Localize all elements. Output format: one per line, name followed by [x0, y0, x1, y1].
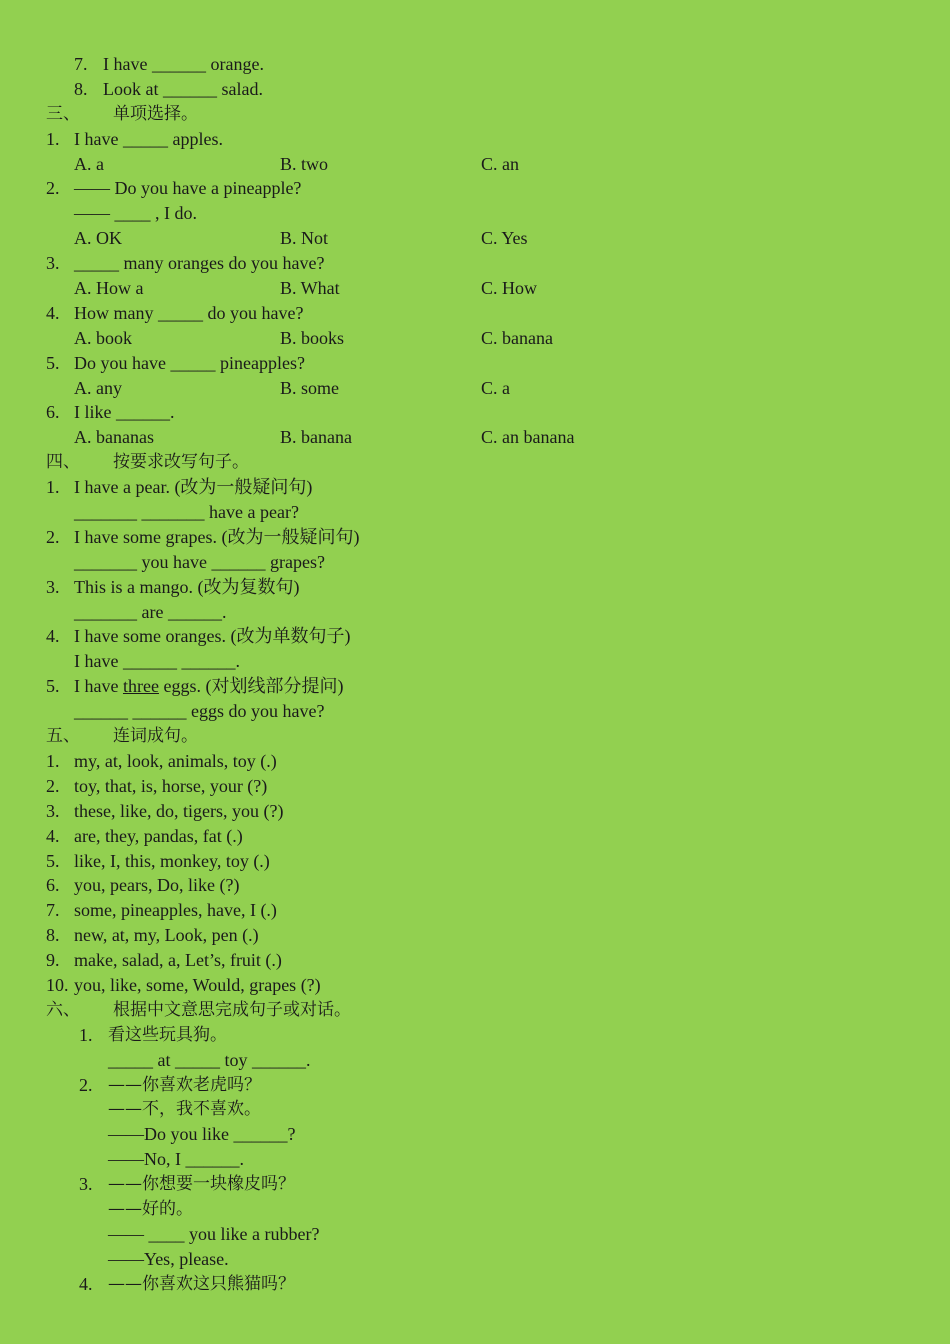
question-row: [0, 849, 950, 874]
question-row: [0, 799, 950, 824]
option-a: A. book: [74, 327, 132, 348]
question-row: [0, 873, 950, 898]
dialogue-line: ——No, I ______.: [108, 1149, 244, 1170]
dialogue-row: [0, 1097, 950, 1122]
answer-row: [0, 649, 950, 674]
underlined-word: three: [122, 676, 159, 697]
option-c: C. banana: [481, 327, 553, 348]
question-text: Look at ______ salad.: [103, 78, 263, 99]
answer-row: [0, 600, 950, 625]
section-number: 五、: [46, 726, 80, 747]
answer-row: [0, 550, 950, 575]
question-row: [0, 351, 950, 376]
answer-blank: _______ _______ have a pear?: [74, 502, 299, 523]
question-text: these, like, do, tigers, you (?): [74, 800, 284, 821]
option-c: C. Yes: [481, 228, 528, 249]
question-row: [0, 575, 950, 600]
question-number: 1.: [46, 750, 60, 771]
question-number: 2.: [79, 1074, 93, 1095]
question-number: 2.: [46, 178, 60, 199]
dialogue-line: ——Do you like ______?: [108, 1124, 296, 1145]
dialogue-row: [0, 1122, 950, 1147]
question-row: [0, 1023, 950, 1048]
question-text: I have a pear. (改为一般疑问句): [74, 477, 313, 498]
question-number: 2.: [46, 526, 60, 547]
question-text: How many _____ do you have?: [74, 302, 304, 323]
question-row: [0, 400, 950, 425]
question-number: 4.: [46, 302, 60, 323]
question-number: 3.: [46, 800, 60, 821]
section-title: 根据中文意思完成句子或对话。: [113, 999, 351, 1020]
question-text: 看这些玩具狗。: [108, 1024, 227, 1045]
question-row: [0, 176, 950, 201]
dialogue-line: ——不，我不喜欢。: [108, 1099, 261, 1120]
question-text: —— Do you have a pineapple?: [74, 178, 302, 199]
option-a: A. bananas: [74, 427, 154, 448]
option-a: A. How a: [74, 278, 144, 299]
question-number: 6.: [46, 875, 60, 896]
dialogue-line: ——你想要一块橡皮吗？: [108, 1174, 295, 1195]
question-row: [0, 201, 950, 226]
question-row: [0, 624, 950, 649]
section-heading: [0, 102, 950, 127]
option-b: B. Not: [280, 228, 329, 249]
question-number: 8.: [74, 78, 88, 99]
option-c: C. an: [481, 153, 519, 174]
question-number: 8.: [46, 925, 60, 946]
dialogue-row: [0, 1222, 950, 1247]
section-number: 六、: [46, 999, 80, 1020]
question-text-post: eggs. (对划线部分提问): [158, 676, 344, 697]
question-number: 2.: [46, 775, 60, 796]
question-number: 1.: [46, 477, 60, 498]
question-number: 1.: [46, 128, 60, 149]
question-text: make, salad, a, Let’s, fruit (.): [74, 950, 282, 971]
question-text: you, pears, Do, like (?): [74, 875, 240, 896]
answer-blank: ______ ______ eggs do you have?: [74, 701, 325, 722]
options-row: [0, 226, 950, 251]
question-row: [0, 898, 950, 923]
question-text: This is a mango. (改为复数句): [74, 576, 300, 597]
question-text: new, at, my, Look, pen (.): [74, 925, 259, 946]
section-heading: [0, 998, 950, 1023]
dialogue-line: ——Yes, please.: [108, 1248, 229, 1269]
question-text: I have some oranges. (改为单数句子): [74, 626, 351, 647]
question-number: 7.: [46, 900, 60, 921]
options-row: [0, 376, 950, 401]
answer-row: [0, 500, 950, 525]
section-number: 三、: [46, 103, 80, 124]
question-text: toy, that, is, horse, your (?): [74, 775, 268, 796]
option-c: C. How: [481, 278, 538, 299]
question-text: my, at, look, animals, toy (.): [74, 750, 277, 771]
question-text: I have some grapes. (改为一般疑问句): [74, 526, 360, 547]
option-b: B. some: [280, 377, 340, 398]
option-a: A. any: [74, 377, 122, 398]
question-number: 5.: [46, 850, 60, 871]
section-title: 连词成句。: [113, 726, 198, 747]
question-row: [0, 77, 950, 102]
question-text-pre: I have: [74, 676, 123, 697]
option-c: C. an banana: [481, 427, 575, 448]
question-number: 4.: [46, 626, 60, 647]
question-row: [0, 1272, 950, 1297]
section-number: 四、: [46, 452, 80, 473]
question-number: 10.: [46, 974, 69, 995]
question-number: 4.: [79, 1273, 93, 1294]
question-text: I have _____ apples.: [74, 128, 223, 149]
option-b: B. banana: [280, 427, 352, 448]
question-number: 1.: [79, 1024, 93, 1045]
question-row: [0, 1172, 950, 1197]
section-title: 按要求改写句子。: [113, 452, 249, 473]
question-number: 5.: [46, 352, 60, 373]
question-row: [0, 251, 950, 276]
question-text: you, like, some, Would, grapes (?): [74, 974, 321, 995]
question-text: I have ______ orange.: [103, 54, 264, 74]
options-row: [0, 326, 950, 351]
question-text: are, they, pandas, fat (.): [74, 825, 243, 846]
option-b: B. two: [280, 153, 329, 174]
dialogue-row: [0, 1247, 950, 1272]
dialogue-row: [0, 1197, 950, 1222]
answer-blank: _______ are ______.: [74, 601, 227, 622]
question-text: some, pineapples, have, I (.): [74, 900, 277, 921]
question-number: 4.: [46, 825, 60, 846]
options-row: [0, 425, 950, 450]
question-text: like, I, this, monkey, toy (.): [74, 850, 270, 871]
dialogue-line: ——好的。: [108, 1198, 193, 1219]
question-text: I like ______.: [74, 402, 175, 423]
question-row: [0, 52, 950, 77]
question-text: [74, 674, 343, 699]
answer-blank: _____ at _____ toy ______.: [108, 1049, 311, 1070]
options-row: [0, 152, 950, 177]
answer-row: [0, 699, 950, 724]
question-number: 5.: [46, 676, 60, 697]
question-number: 9.: [46, 950, 60, 971]
question-text: _____ many oranges do you have?: [74, 253, 325, 274]
answer-blank: _______ you have ______ grapes?: [74, 551, 325, 572]
question-row: [0, 1073, 950, 1098]
question-number: 7.: [74, 54, 88, 74]
dialogue-line: ——你喜欢这只熊猫吗？: [108, 1273, 295, 1294]
question-row: [0, 948, 950, 973]
options-row: [0, 276, 950, 301]
option-a: A. a: [74, 153, 104, 174]
dialogue-row: [0, 1147, 950, 1172]
question-row: [0, 127, 950, 152]
dialogue-line: —— ____ you like a rubber?: [108, 1223, 320, 1244]
dialogue-line: ——你喜欢老虎吗？: [108, 1074, 261, 1095]
question-number: 3.: [46, 576, 60, 597]
answer-blank: I have ______ ______.: [74, 651, 240, 672]
question-row: [0, 475, 950, 500]
worksheet-page: [0, 52, 950, 1297]
question-number: 3.: [79, 1174, 93, 1195]
question-text: —— ____ , I do.: [74, 203, 197, 224]
section-title: 单项选择。: [113, 103, 198, 124]
option-b: B. What: [280, 278, 340, 299]
section-heading: [0, 450, 950, 475]
option-b: B. books: [280, 327, 345, 348]
option-a: A. OK: [74, 228, 122, 249]
question-row: [0, 301, 950, 326]
section-heading: [0, 724, 950, 749]
question-text: Do you have _____ pineapples?: [74, 352, 305, 373]
question-row: [0, 749, 950, 774]
question-row: [0, 923, 950, 948]
question-row: [0, 674, 950, 699]
question-row: [0, 973, 950, 998]
question-number: 3.: [46, 253, 60, 274]
option-c: C. a: [481, 377, 510, 398]
answer-row: [0, 1048, 950, 1073]
question-row: [0, 824, 950, 849]
question-number: 6.: [46, 402, 60, 423]
question-row: [0, 525, 950, 550]
question-row: [0, 774, 950, 799]
